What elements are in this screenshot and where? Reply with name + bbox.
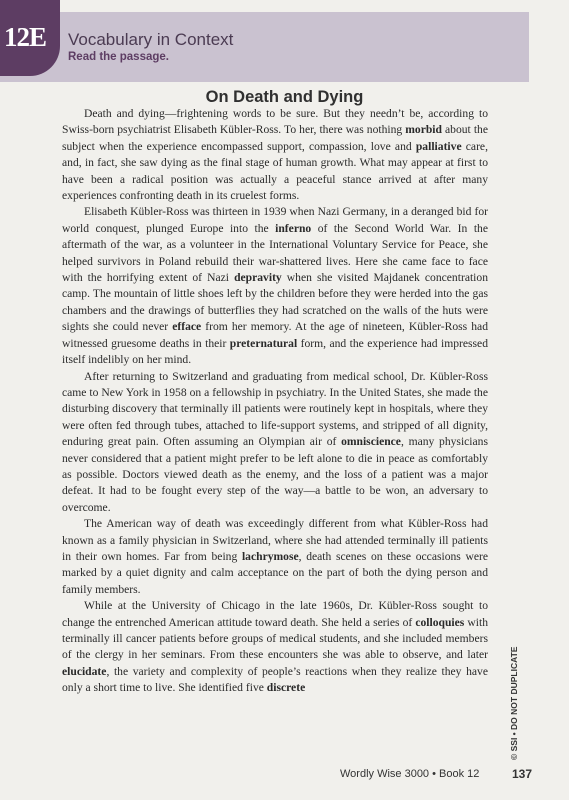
passage-title: On Death and Dying	[205, 88, 364, 106]
vocabulary-word: preternatural	[229, 336, 298, 350]
vocabulary-word: omniscience	[341, 435, 401, 449]
vocabulary-word: colloquies	[415, 615, 465, 629]
passage-text: with terminally ill cancer patients before groups of medical students, and she included members of the clergy in her seminars. From these encounters she was able to observe, and later	[62, 615, 488, 662]
passage-text: The American way of death was exceedingly different from what Kübler-Ross had known as a family physician in Switzerland, where she had attended terminally ill patients in their own homes. Far from being	[62, 517, 488, 563]
vocabulary-word: elucidate	[62, 664, 107, 678]
vocabulary-word: discrete	[266, 681, 306, 695]
passage-text: Death and dying—frightening words to be sure. But they needn’t be, according to Swiss-born psychiatrist Elisabeth Kübler-Ross. To her, there was nothing	[62, 107, 488, 137]
passage-text: of the Second World War. In the aftermath of the war, as a volunteer in the International Voluntary Service for Peace, she helped survivors in Poland rebuild their war-shattered lives. Here she came face to face with the horrifying extent of Nazi	[62, 221, 488, 285]
passage-text: While at the University of Chicago in the late 1960s, Dr. Kübler-Ross sought to change the entrenched American attitude toward death. She held a series of	[62, 599, 488, 629]
passage-text: , many physicians never considered that a patient might prefer to be left alone to die in peace as comfortably as possible. Doctors viewed death as the enemy, and the loss of a patient was a major defeat. It had to be fought every step of the way—a battle to be won, an adversary to overcome.	[62, 435, 488, 514]
vocabulary-word: lachrymose	[241, 549, 299, 563]
passage-paragraph	[62, 204, 488, 368]
passage-text: After returning to Switzerland and graduating from medical school, Dr. Kübler-Ross came to New York in 1958 on a fellowship in psychiatry. In the United States, she made the disturbing discovery that terminally ill patients were routinely kept in hospitals, where they were often fed through tubes, attached to life-support systems, and stripped of all dignity, enduring great pain. Often assuming an Olympian air of	[62, 369, 488, 449]
passage-body	[62, 106, 488, 697]
passage-paragraph	[62, 516, 488, 598]
passage-text: form, and the experience had impressed itself indelibly on her mind.	[62, 336, 488, 367]
passage-paragraph	[62, 598, 488, 696]
vocabulary-word: efface	[172, 320, 202, 334]
vocabulary-word: morbid	[405, 123, 442, 137]
passage-paragraph	[62, 369, 488, 517]
section-header	[0, 12, 529, 82]
passage-text: when she visited Majdanek concentration camp. The mountain of little shoes left by the children before they were herded into the gas chambers and the drawings of butterflies they had scratched on the walls of the huts were sights she could never	[62, 271, 488, 334]
passage-text: , the variety and complexity of people’s reactions when they realize they have only a short time to live. She identified five	[62, 664, 488, 695]
passage-text: , death scenes on these occasions were marked by a quiet dignity and calm acceptance on the part of both the dying person and family members.	[62, 549, 489, 596]
lesson-badge	[0, 0, 60, 76]
passage-text: from her memory. At the age of nineteen, Kübler-Ross had witnessed gruesome deaths in their	[62, 320, 488, 350]
vocabulary-word: palliative	[415, 139, 462, 153]
section-instruction: Read the passage.	[68, 51, 169, 63]
passage-text: care, and, in fact, she saw dying as the final stage of human growth. What may appear at first to have been a radical position was actually a peaceful stance arrived at after many experiences confronting death in its cruelest forms.	[62, 139, 488, 203]
vocabulary-word: inferno	[275, 221, 312, 235]
lesson-number: 12E	[4, 22, 47, 52]
passage-text: about the subject when the experience encompassed support, compassion, love and	[62, 123, 488, 153]
page-number: 137	[512, 767, 533, 781]
copyright-notice: © SSI • DO NOT DUPLICATE	[509, 646, 519, 760]
book-title: Wordly Wise 3000 • Book 12	[340, 768, 480, 780]
passage-text: Elisabeth Kübler-Ross was thirteen in 1939 when Nazi Germany, in a deranged bid for world conquest, plunged Europe into the	[62, 205, 488, 235]
passage-paragraph	[62, 106, 488, 204]
section-title: Vocabulary in Context	[68, 30, 234, 49]
vocabulary-word: depravity	[234, 271, 282, 285]
